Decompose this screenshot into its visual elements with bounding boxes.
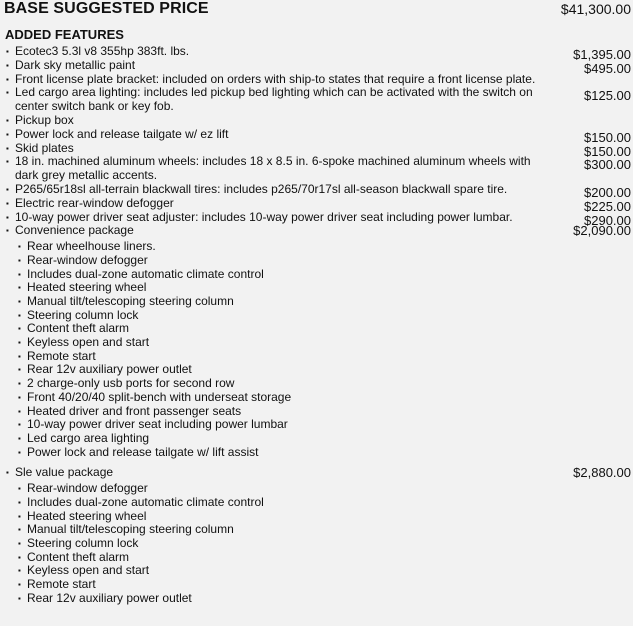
package-item	[0, 391, 633, 405]
bullet-icon: ▪	[18, 255, 21, 265]
bullet-icon: ▪	[18, 434, 21, 443]
bullet-icon: ▪	[18, 447, 21, 457]
package-item-text: Heated driver and front passenger seats	[27, 403, 242, 418]
bullet-icon: ▪	[18, 296, 21, 306]
package-item-text: Rear 12v auxiliary power outlet	[27, 362, 192, 377]
package-item	[0, 446, 633, 460]
package-item-text: Keyless open and start	[27, 563, 150, 578]
base-price-value: $41,300.00	[560, 1, 631, 17]
package-item	[0, 350, 633, 364]
package-item	[0, 432, 633, 446]
bullet-icon: ▪	[18, 242, 21, 252]
package-item-text: Rear 12v auxiliary power outlet	[27, 590, 192, 605]
bullet-icon: ▪	[6, 129, 9, 139]
feature-text: Pickup box	[15, 112, 74, 127]
feature-item	[0, 126, 633, 145]
package-item	[0, 418, 633, 432]
feature-item	[0, 140, 633, 159]
feature-item	[0, 209, 633, 228]
feature-text: P265/65r18sl all-terrain blackwall tires: includes p265/70r17sl all-season blackwall spare tire.	[15, 181, 508, 196]
feature-item	[0, 86, 633, 114]
package-item-text: Manual tilt/telescoping steering column	[27, 293, 234, 308]
base-price-row	[0, 0, 633, 22]
feature-item	[0, 114, 633, 128]
bullet-icon: ▪	[18, 566, 21, 576]
feature-text: Power lock and release tailgate w/ ez lift	[15, 126, 229, 141]
bullet-icon: ▪	[18, 406, 21, 416]
bullet-icon: ▪	[6, 88, 9, 98]
feature-text: Dark sky metallic paint	[15, 57, 136, 72]
feature-item	[0, 73, 633, 87]
feature-price: $150.00	[584, 143, 631, 159]
bullet-icon: ▪	[18, 351, 21, 361]
feature-text: 18 in. machined aluminum wheels: includes 18 x 8.5 in. 6-spoke machined aluminum wheels with dark grey metallic accents.	[15, 154, 531, 183]
bullet-icon: ▪	[18, 511, 21, 521]
convenience-package	[0, 224, 633, 459]
package-item-text: Front 40/20/40 split-bench with underseat storage	[27, 389, 292, 404]
bullet-icon: ▪	[18, 365, 21, 375]
package-item	[0, 309, 633, 323]
package-item	[0, 295, 633, 309]
feature-text: Led cargo area lighting: includes led pickup bed lighting which can be activated with the switch on center switch bank or key fob.	[15, 85, 533, 114]
bullet-icon: ▪	[18, 539, 21, 549]
feature-price: $2,880.00	[573, 465, 631, 481]
bullet-icon: ▪	[18, 392, 21, 402]
feature-text: Electric rear-window defogger	[15, 195, 174, 210]
package-item-text: Steering column lock	[27, 536, 139, 551]
package-item-text: 10-way power driver seat including power lumbar	[27, 417, 288, 432]
feature-text: Convenience package	[15, 223, 134, 238]
package-item	[0, 592, 633, 606]
bullet-icon: ▪	[18, 324, 21, 334]
package-item	[0, 240, 633, 254]
package-item-text: Content theft alarm	[27, 549, 130, 564]
package-item	[0, 377, 633, 391]
package-item	[0, 254, 633, 268]
package-item	[0, 537, 633, 551]
package-item	[0, 482, 633, 496]
package-item-text: Heated steering wheel	[27, 508, 147, 523]
feature-item	[0, 57, 633, 76]
package-item	[0, 363, 633, 377]
bullet-icon: ▪	[6, 226, 9, 236]
package-item-text: Rear-window defogger	[27, 252, 148, 267]
bullet-icon: ▪	[18, 420, 21, 430]
feature-price: $1,395.00	[573, 47, 631, 62]
package-item-text: Heated steering wheel	[27, 280, 147, 295]
bullet-icon: ▪	[6, 198, 9, 208]
package-item	[0, 510, 633, 524]
feature-price: $125.00	[584, 88, 631, 104]
bullet-icon: ▪	[18, 580, 21, 590]
bullet-icon: ▪	[6, 115, 9, 125]
bullet-icon: ▪	[6, 47, 9, 56]
base-price-label: BASE SUGGESTED PRICE	[4, 0, 209, 17]
bullet-icon: ▪	[18, 497, 21, 507]
package-item	[0, 551, 633, 565]
feature-item	[0, 195, 633, 214]
package-item	[0, 564, 633, 578]
package-item-text: Remote start	[27, 577, 96, 592]
bullet-icon: ▪	[18, 310, 21, 320]
sle-value-package-contents	[0, 482, 633, 605]
feature-price: $495.00	[584, 60, 631, 76]
bullet-icon: ▪	[18, 269, 21, 279]
package-item-text: Manual tilt/telescoping steering column	[27, 522, 234, 537]
bullet-icon: ▪	[18, 593, 21, 603]
package-item-text: Rear wheelhouse liners.	[27, 239, 156, 254]
bullet-icon: ▪	[6, 212, 9, 222]
feature-text: 10-way power driver seat adjuster: includes 10-way power driver seat including power lumbar.	[15, 209, 513, 224]
convenience-package-contents	[0, 240, 633, 459]
bullet-icon: ▪	[18, 338, 21, 348]
bullet-icon: ▪	[6, 143, 9, 153]
package-item-text: Remote start	[27, 348, 96, 363]
package-item	[0, 405, 633, 419]
feature-list	[0, 45, 633, 606]
package-item-text: Led cargo area lighting	[27, 431, 150, 445]
package-item-text: Includes dual-zone automatic climate control	[27, 494, 264, 509]
added-features-title: ADDED FEATURES	[5, 27, 124, 42]
feature-text: Skid plates	[15, 140, 74, 155]
sle-value-package	[0, 466, 633, 605]
bullet-icon: ▪	[18, 484, 21, 494]
feature-price: $225.00	[584, 198, 631, 214]
feature-price: $300.00	[584, 157, 631, 173]
package-item	[0, 322, 633, 336]
package-item	[0, 496, 633, 510]
bullet-icon: ▪	[18, 552, 21, 562]
package-item	[0, 336, 633, 350]
package-item	[0, 523, 633, 537]
feature-text: Ecotec3 5.3l v8 355hp 383ft. lbs.	[15, 44, 190, 58]
feature-price: $200.00	[584, 184, 631, 200]
package-item-text: Rear-window defogger	[27, 481, 148, 496]
feature-price: $2,090.00	[573, 223, 631, 239]
feature-item	[0, 155, 633, 183]
package-item	[0, 268, 633, 282]
package-item-text: 2 charge-only usb ports for second row	[27, 376, 235, 391]
package-item-text: Power lock and release tailgate w/ lift assist	[27, 444, 259, 459]
feature-text: Sle value package	[15, 465, 114, 480]
feature-text: Front license plate bracket: included on orders with ship-to states that require a front license plate.	[15, 71, 536, 86]
bullet-icon: ▪	[18, 379, 21, 389]
package-item-text: Content theft alarm	[27, 321, 130, 336]
bullet-icon: ▪	[18, 525, 21, 535]
feature-item	[0, 44, 633, 62]
bullet-icon: ▪	[6, 74, 9, 84]
bullet-icon: ▪	[6, 184, 9, 194]
feature-item	[0, 181, 633, 200]
package-item	[0, 578, 633, 592]
package-item-text: Includes dual-zone automatic climate control	[27, 266, 264, 281]
bullet-icon: ▪	[6, 60, 9, 70]
package-item-text: Keyless open and start	[27, 335, 150, 350]
package-item	[0, 281, 633, 295]
bullet-icon: ▪	[6, 157, 9, 167]
feature-price: $290.00	[584, 212, 631, 228]
feature-price: $150.00	[584, 129, 631, 145]
bullet-icon: ▪	[6, 468, 9, 478]
package-item-text: Steering column lock	[27, 307, 139, 322]
bullet-icon: ▪	[18, 283, 21, 293]
